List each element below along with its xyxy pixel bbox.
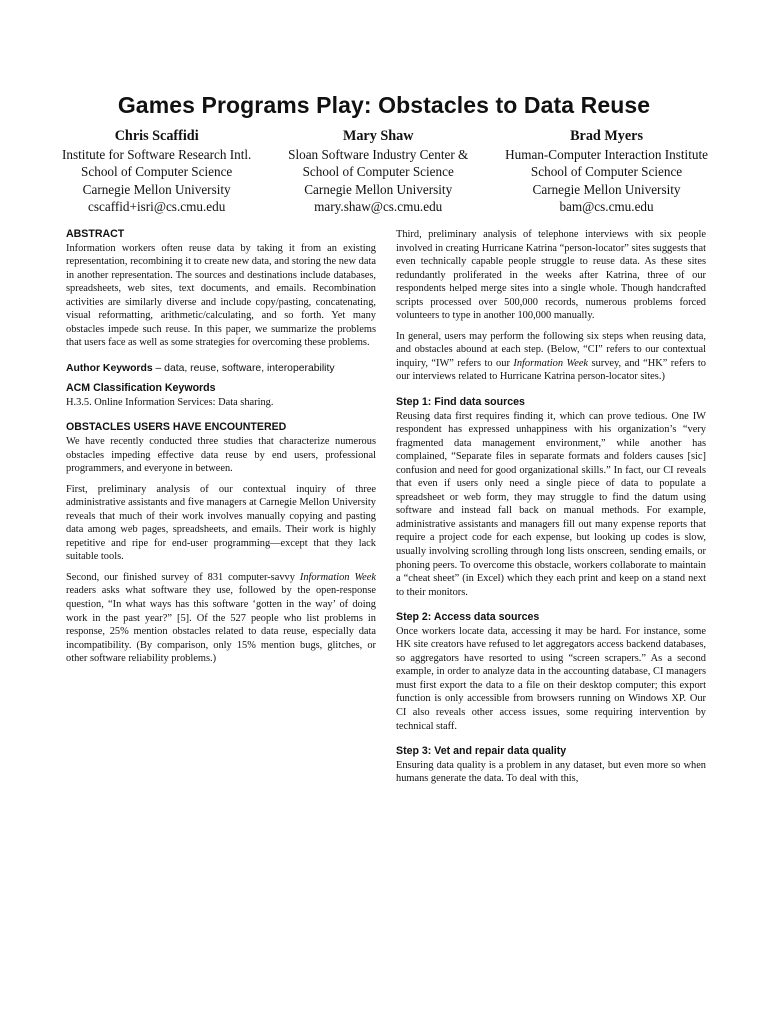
author-email: mary.shaw@cs.cmu.edu xyxy=(314,199,443,215)
abstract-text: Information workers often reuse data by taking it from an existing representation, recombining it to create new data, and storing the new data in another representation. The sources and destinations include databases, spreadsheets, web sites, text documents, and emails. Recombination activities are similarly diverse and include copy/pasting, concatenating, visual reformatting, arithmetic/calculating, and so forth. Yet many obstacles impede such reuse. In this paper, we summarize the problems that users face as well as some strategies for overcoming these problems. xyxy=(66,242,376,349)
author-block xyxy=(62,127,708,216)
step1-text: Reusing data first requires finding it, which can prove tedious. One IW respondent has expressed unhappiness with his organization’s “very fragmented data management environment,” while another has complained, “Separate files in separate formats and folders causes [sic] confusion and need for good organizational skills.” In fact, our CI reveals that even if users only need a single piece of data to populate a spreadsheet or web form, they may struggle to find the datum using software and instead fall back on manual methods. For example, administrative assistants and managers fill out many expense reports that require a project code for each expense, but looking up codes is slow, usually involving scrolling through long lists onscreen, sending emails, or phoning peers. To overcome this obstacle, workers collaborate to maintain a “cheat sheet” (in Excel) which they each print and keep on a stand next to their monitors. xyxy=(396,410,706,598)
obstacles-paragraph xyxy=(66,571,376,666)
author-affiliation: Sloan Software Industry Center & xyxy=(288,147,469,162)
author-email: cscaffid+isri@cs.cmu.edu xyxy=(88,199,226,215)
author-affiliation: Carnegie Mellon University xyxy=(532,181,681,197)
author-affiliation: Institute for Software Research Intl. xyxy=(62,147,252,162)
author-scaffidi xyxy=(62,127,251,216)
author-myers xyxy=(505,127,708,216)
text-run: survey, and “HK” refers to our interviews related to Hurricane Katrina person-locator sites.) xyxy=(396,357,707,383)
body-paragraph: Third, preliminary analysis of telephone interviews with six people involved in creating Hurricane Katrina “person-locator” sites suggests that even technically capable people struggle to reuse data. As these sites redundantly proliferated in the weeks after Katrina, three of our respondents helped merge sites into a single whole. Though handcrafted scripts processed over 500,000 records, numerous problems forced volunteers to type in another 100,000 manually. xyxy=(396,229,706,322)
step2-text: Once workers locate data, accessing it may be hard. For instance, some HK site creators have refused to let aggregators access backend databases, so aggregators have resorted to using “screen scrapers.” As a second example, in order to analyze data in the accounting database, CI managers must first export the data to a file on their desktop computer; this export function is only accessible from browsers running on Windows XP. Our CI also reveals other access issues, some requiring intervention by technical staff. xyxy=(396,625,706,732)
italic-run: Information Week xyxy=(299,571,376,583)
author-affiliation: Carnegie Mellon University xyxy=(304,181,453,197)
text-run: readers asks what software they use, followed by the open-response question, “In what ways has this software ‘gotten in the way’ of doing work in the past year?” [5]. Of the 527 people who list problems in response, 25% mention obstacles related to data reuse, especially data incompatibility. (By comparison, only 15% mention bugs, glitches, or other software reliability problems.) xyxy=(66,585,376,665)
author-shaw xyxy=(288,127,468,216)
left-column xyxy=(66,228,376,673)
paper-title: Games Programs Play: Obstacles to Data Reuse xyxy=(117,92,651,118)
author-name: Brad Myers xyxy=(570,128,643,144)
author-email: bam@cs.cmu.edu xyxy=(559,199,654,215)
author-name: Chris Scaffidi xyxy=(114,128,199,144)
author-affiliation: School of Computer Science xyxy=(302,164,454,180)
text-run: In general, users may perform the following six steps when reusing data, and obstacles abound at each step. (Below, “CI” refers to our contextual inquiry, “IW” refers to our xyxy=(396,330,706,369)
step1-heading: Step 1: Find data sources xyxy=(396,396,525,409)
author-keywords xyxy=(66,362,376,376)
text-run: Second, our finished survey of 831 computer-savvy xyxy=(66,571,300,583)
acm-heading: ACM Classification Keywords xyxy=(66,382,216,395)
step3-text: Ensuring data quality is a problem in any dataset, but even more so when humans generate the data. To deal with this, xyxy=(396,759,706,785)
author-name: Mary Shaw xyxy=(342,128,414,144)
author-affiliation: School of Computer Science xyxy=(530,164,683,180)
obstacles-paragraph: First, preliminary analysis of our contextual inquiry of three administrative assistants and five managers at Carnegie Mellon University reveals that much of their work involves manually copying and pasting data among web pages, spreadsheets, and emails. Their work is highly repetitive and ripe for end-user programming—except that they lack suitable tools. xyxy=(66,483,376,563)
italic-run: Information Week xyxy=(513,357,589,369)
keywords-label: Author Keywords xyxy=(66,362,153,374)
step3-heading: Step 3: Vet and repair data quality xyxy=(396,745,567,758)
author-affiliation: School of Computer Science xyxy=(81,164,233,180)
author-affiliation: Carnegie Mellon University xyxy=(82,181,231,197)
acm-text: H.3.5. Online Information Services: Data sharing. xyxy=(66,396,274,408)
right-column xyxy=(396,228,706,793)
keywords-text: – data, reuse, software, interoperability xyxy=(152,362,335,374)
obstacles-heading: OBSTACLES USERS HAVE ENCOUNTERED xyxy=(66,421,287,434)
abstract-heading: ABSTRACT xyxy=(66,228,125,240)
body-paragraph xyxy=(396,330,706,384)
obstacles-paragraph: We have recently conducted three studies that characterize numerous obstacles impeding effective data reuse by end users, professional programmers, and everyone in between. xyxy=(66,435,376,475)
step2-heading: Step 2: Access data sources xyxy=(396,611,540,624)
author-affiliation: Human-Computer Interaction Institute xyxy=(505,147,708,162)
